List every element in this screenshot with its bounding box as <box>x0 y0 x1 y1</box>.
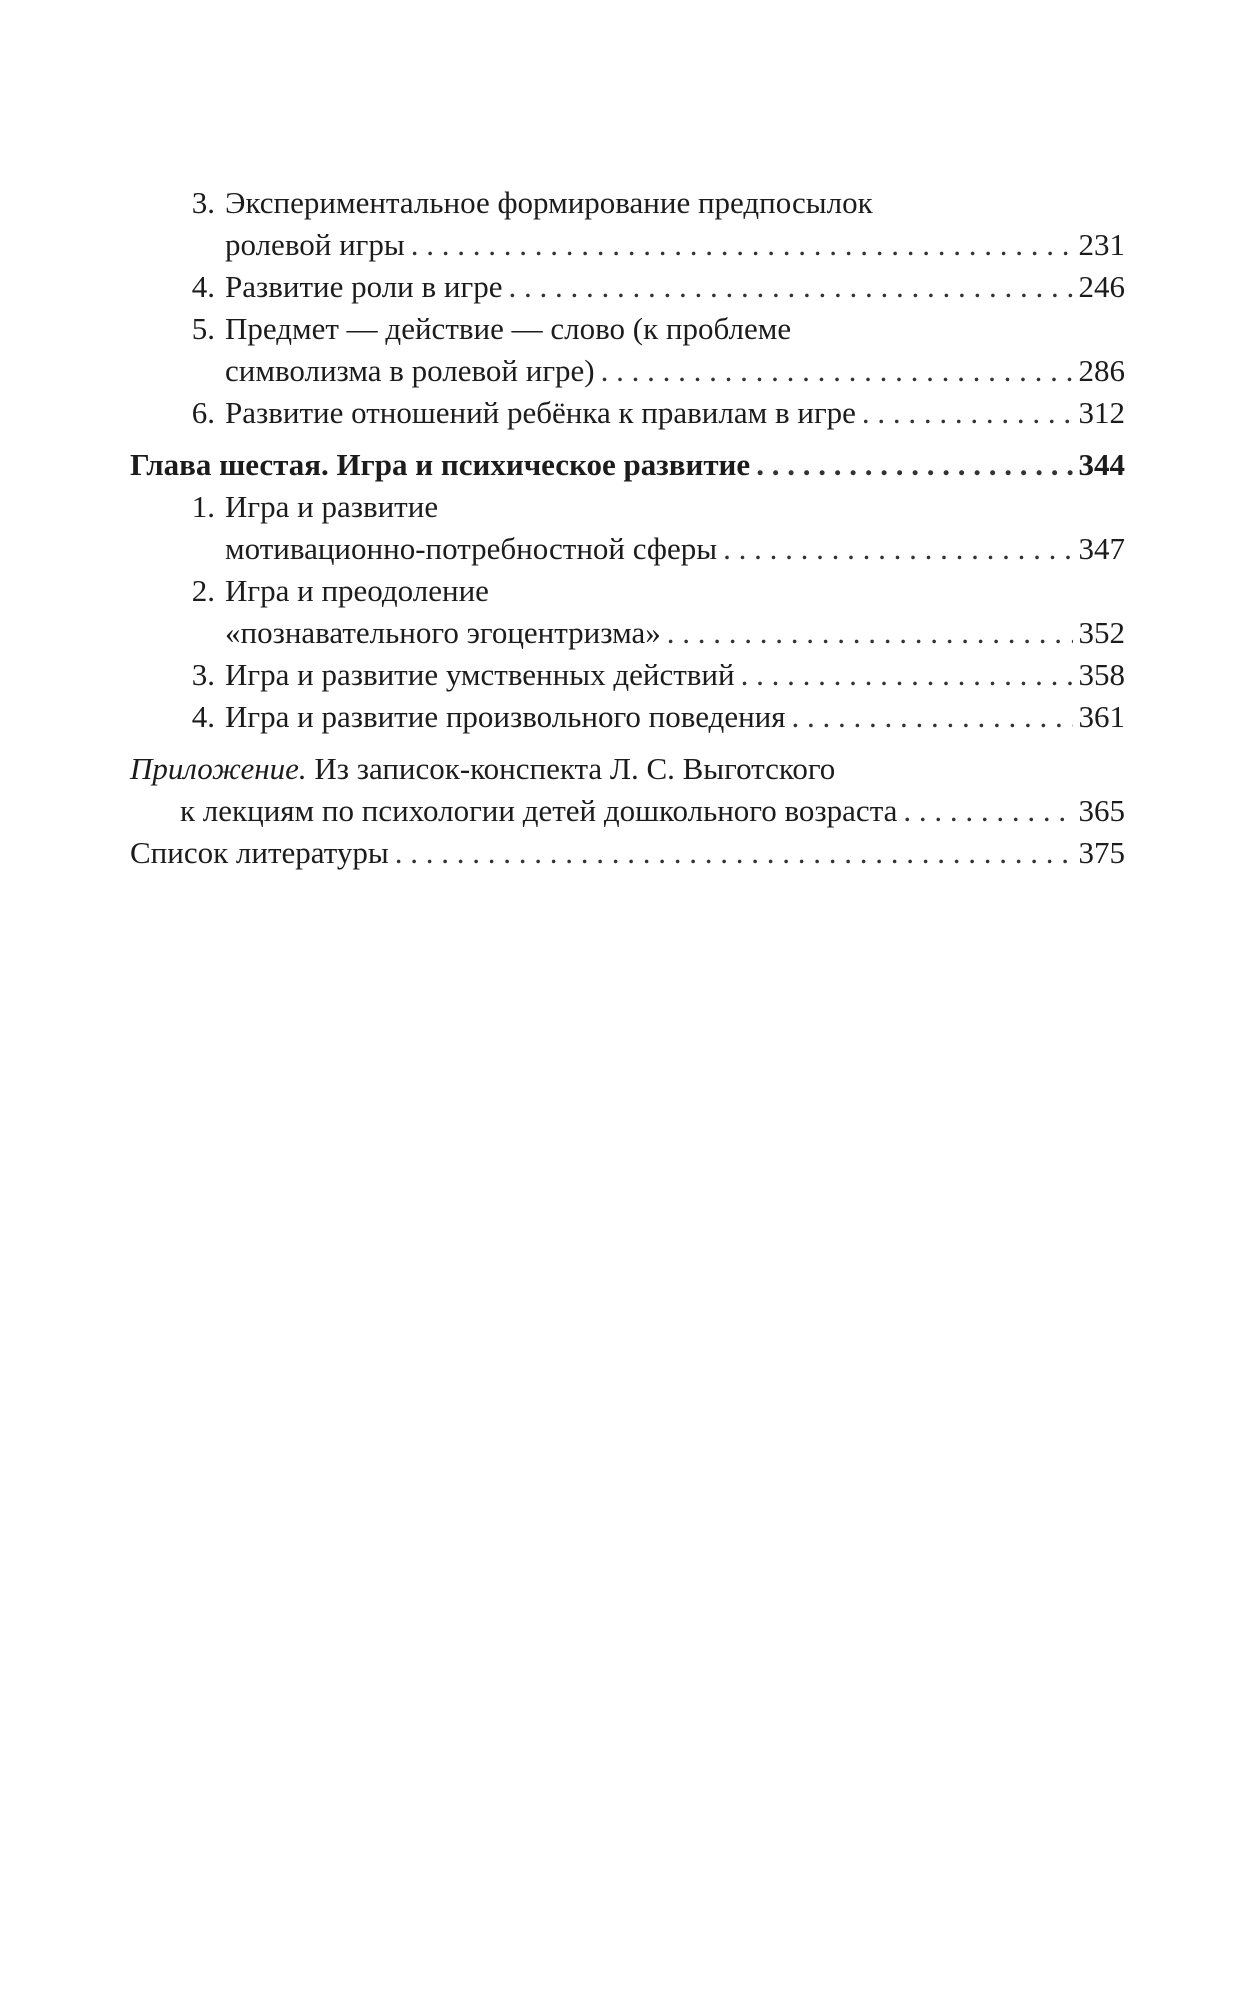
toc-entry-title: Предмет — действие — слово (к проблеме <box>225 311 792 346</box>
toc-entry-title: Игра и преодоление <box>225 573 489 608</box>
toc-chapter-page: 344 <box>1078 447 1125 482</box>
toc-appendix-page: 365 <box>1078 793 1125 828</box>
toc-entry-page: 286 <box>1078 353 1125 388</box>
toc-entry <box>130 570 1125 654</box>
toc-appendix-entry <box>130 748 1125 832</box>
toc-entry-page: 361 <box>1078 699 1125 734</box>
toc-entry-page: 347 <box>1078 531 1125 566</box>
toc-entry-number: 2. <box>191 573 215 608</box>
dot-leader <box>395 832 1073 874</box>
toc-chapter-title: Глава шестая. Игра и психическое развитие <box>130 447 751 482</box>
toc-entry-title: Игра и развитие произвольного поведения <box>225 699 786 734</box>
toc-entry-number: 6. <box>191 395 215 430</box>
toc-entry <box>130 182 1125 266</box>
dot-leader <box>667 612 1073 654</box>
toc-entry <box>130 696 1125 738</box>
toc-entry-title-continued: символизма в ролевой игре) <box>225 353 595 388</box>
toc-entry-title-continued: ролевой игры <box>225 227 405 262</box>
toc-entry-title-continued: «познавательного эгоцентризма» <box>225 615 661 650</box>
toc-entry <box>130 486 1125 570</box>
dot-leader <box>862 392 1073 434</box>
toc-entry <box>130 308 1125 392</box>
toc-bibliography-title: Список литературы <box>130 835 389 870</box>
toc-appendix-title-rest: Из записок-конспекта Л. С. Выготского <box>306 751 836 786</box>
toc-chapter-entry <box>130 444 1125 486</box>
dot-leader <box>741 654 1073 696</box>
toc-appendix-label: Приложение. <box>130 751 307 786</box>
toc-bibliography-page: 375 <box>1078 835 1125 870</box>
toc-entry <box>130 266 1125 308</box>
toc-entry-page: 231 <box>1078 227 1125 262</box>
dot-leader <box>601 350 1073 392</box>
table-of-contents <box>130 182 1125 874</box>
dot-leader <box>903 790 1072 832</box>
dot-leader <box>792 696 1073 738</box>
toc-bibliography-entry <box>130 832 1125 874</box>
toc-appendix-title-continued: к лекциям по психологии детей дошкольного возраста <box>180 793 898 828</box>
dot-leader <box>411 224 1073 266</box>
toc-entry-page: 358 <box>1078 657 1125 692</box>
toc-entry-number: 3. <box>191 657 215 692</box>
toc-entry <box>130 654 1125 696</box>
toc-entry-number: 3. <box>191 185 215 220</box>
toc-entry-number: 4. <box>191 699 215 734</box>
toc-entry-title: Развитие отношений ребёнка к правилам в игре <box>225 395 856 430</box>
toc-entry-page: 312 <box>1078 395 1125 430</box>
toc-appendix-title <box>130 748 835 790</box>
toc-entry-number: 5. <box>191 311 215 346</box>
toc-entry-title: Игра и развитие <box>225 489 439 524</box>
toc-entry-number: 1. <box>191 489 215 524</box>
toc-entry <box>130 392 1125 434</box>
toc-entry-title: Экспериментальное формирование предпосылок <box>225 185 873 220</box>
toc-entry-title: Развитие роли в игре <box>225 269 503 304</box>
dot-leader <box>756 444 1072 486</box>
toc-entry-title: Игра и развитие умственных действий <box>225 657 735 692</box>
dot-leader <box>723 528 1072 570</box>
toc-entry-title-continued: мотивационно-потребностной сферы <box>225 531 718 566</box>
dot-leader <box>508 266 1072 308</box>
toc-entry-page: 352 <box>1078 615 1125 650</box>
toc-entry-number: 4. <box>191 269 215 304</box>
toc-entry-page: 246 <box>1078 269 1125 304</box>
